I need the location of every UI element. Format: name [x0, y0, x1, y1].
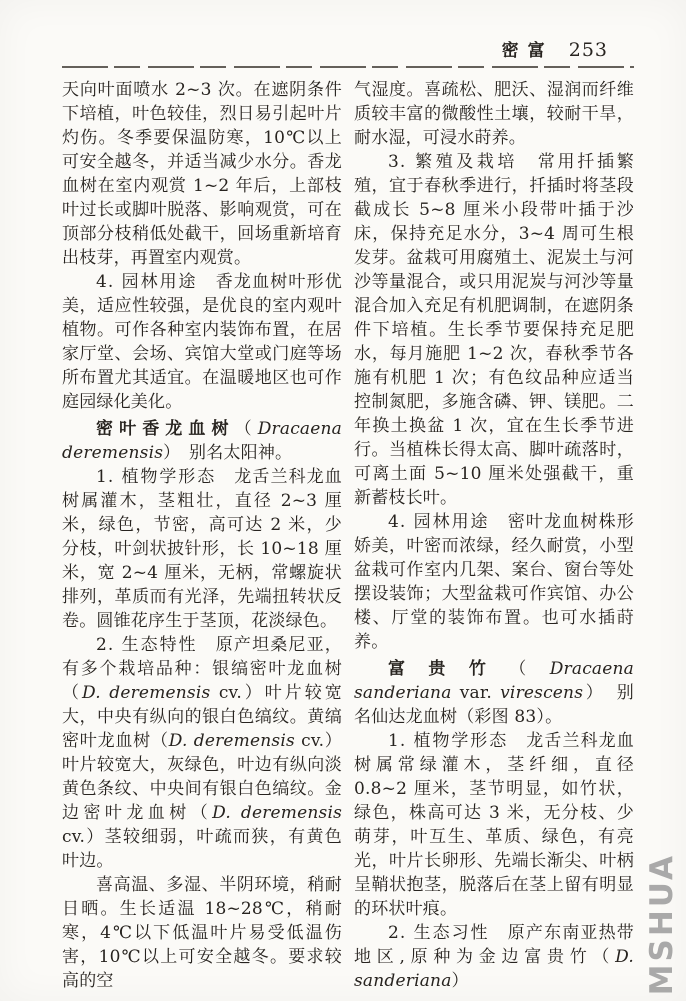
text-run: 密叶香龙血树: [96, 419, 235, 439]
paragraph: [354, 921, 634, 993]
text-run: virescens: [500, 683, 584, 703]
text-run: 原产坦桑尼亚，有多个栽培品种：银缟密叶龙血树（: [62, 635, 342, 703]
watermark: MSHUA: [644, 852, 680, 995]
text-run: 喜高温、多湿、半阴环境，稍耐日晒。生长适温 18~28℃，稍耐寒，4℃以下低温叶片易受低温伤害，10℃以上可安全越冬。要求较高的空: [62, 875, 342, 991]
paragraph: [62, 465, 342, 633]
paragraph: [354, 510, 634, 654]
text-run: 4. 园林用途: [96, 272, 198, 292]
text-run: cv.）叶片较宽大，灰绿色，叶边有纵向淡黄色条纹、中央间有银白色缟纹。金边密叶龙血树（: [62, 731, 342, 823]
entry-paragraph: [62, 417, 342, 465]
text-run: 2. 生态习性: [388, 923, 490, 943]
entry-paragraph: [354, 657, 634, 729]
text-run: ） 别名太阳神。: [163, 443, 293, 463]
right-column: [354, 78, 634, 993]
text-run: Dracaena sanderiana: [354, 659, 635, 703]
paragraph: [62, 633, 342, 873]
text-run: 4. 园林用途: [388, 512, 490, 532]
paragraph: [62, 78, 342, 270]
text-run: 2. 生态特性: [96, 635, 198, 655]
text-run: var.: [451, 683, 501, 703]
page-number: 253: [568, 39, 608, 61]
text-run: D. deremensis: [82, 683, 211, 703]
text-run: cv.）叶片较宽大，中央有纵向的银白色缟纹。黄缟密叶龙血树（: [62, 683, 342, 751]
text-run: 富贵竹: [388, 659, 510, 679]
text-run: （: [234, 419, 258, 439]
text-run: ） 别名仙达龙血树（彩图 83）。: [354, 683, 634, 727]
text-run: 3. 繁殖及栽培: [388, 152, 518, 172]
paragraph: [62, 270, 342, 414]
text-run: 密叶龙血树株形娇美，叶密而浓绿，经久耐赏，小型盆栽可作室内几架、案台、窗台等处摆设装饰；大型盆栽可作宾馆、办公楼、厅堂的装饰布置。也可水插莳养。: [354, 512, 634, 652]
text-run: 1. 植物学形态: [388, 731, 509, 751]
text-run: 气湿度。喜疏松、肥沃、湿润而纤维质较丰富的微酸性土壤，较耐干旱，耐水湿，可浸水莳养。: [354, 80, 634, 148]
text-run: （: [509, 659, 550, 679]
text-run: 龙舌兰科龙血树属灌木，茎粗壮，直径 2~3 厘米，绿色，节密，高可达 2 米，少分枝，叶剑状披针形，长 10~18 厘米，宽 2~4 厘米，无柄，常螺旋状排列，革质而有光泽，先端扭转状反卷。圆锥花序生于茎顶，花淡绿色。: [62, 467, 342, 631]
running-title: 密富: [501, 41, 554, 61]
text-run: 常用扦插繁殖，宜于春秋季进行，扦插时将茎段截成长 5~8 厘米小段带叶插于沙床，保持充足水分，3~4 周可生根发芽。盆栽可用腐殖土、泥炭土与河沙等量混合，或只用泥炭与河沙等量混合加入充足有机肥调制，在遮阴条件下培植。生长季节要保持充足肥水，每月施肥 1~2 次，春秋季节各施有机肥 1 次；有色纹品种应适当控制氮肥，多施含磷、钾、镁肥。二年换土换盆 1 次，宜在生长季节进行。当植株长得太高、脚叶疏落时，可离土面 5~10 厘米处强截干，重新蓄枝长叶。: [354, 152, 635, 508]
paragraph: [62, 873, 342, 993]
text-run: Dracaena deremensis: [62, 419, 343, 463]
left-column: [62, 78, 342, 993]
text-run: D. deremensis: [168, 731, 295, 751]
text-columns: [62, 78, 634, 993]
page-header: [502, 36, 608, 61]
text-run: D. sanderiana: [354, 947, 634, 991]
text-run: 1. 植物学形态: [96, 467, 217, 487]
text-run: D. deremensis: [212, 803, 342, 823]
paragraph: [354, 150, 634, 510]
text-run: cv.）茎较细弱，叶疏而狭，有黄色叶边。: [62, 827, 342, 871]
paragraph: [354, 78, 634, 150]
text-run: 香龙血树叶形优美，适应性较强，是优良的室内观叶植物。可作各种室内装饰布置，在居家厅堂、会场、宾馆大堂或门庭等场所布置尤其适宜。在温暖地区也可作庭园绿化美化。: [62, 272, 342, 412]
paragraph: [354, 729, 634, 921]
header-rule: [62, 66, 634, 68]
text-run: 龙舌兰科龙血树属常绿灌木，茎纤细，直径 0.8~2 厘米，茎节明显，如竹状，绿色，株高可达 3 米，无分枝、少萌芽，叶互生、革质、绿色，有亮光，叶片长卵形、先端长渐尖、叶柄呈鞘状抱茎，脱落后在茎上留有明显的环状叶痕。: [354, 731, 634, 919]
text-run: 原产东南亚热带地区,原种为金边富贵竹（: [354, 923, 634, 967]
text-run: ）: [451, 971, 469, 991]
text-run: 天向叶面喷水 2~3 次。在遮阴条件下培植，叶色较佳，烈日易引起叶片灼伤。冬季要保温防寒，10℃以上可安全越冬，并适当减少水分。香龙血树在室内观赏 1~2 年后，上部枝叶过长或脚叶脱落、影响观赏，可在顶部分枝稍低处截干，回场重新培育出枝芽，再置室内观赏。: [62, 80, 342, 268]
